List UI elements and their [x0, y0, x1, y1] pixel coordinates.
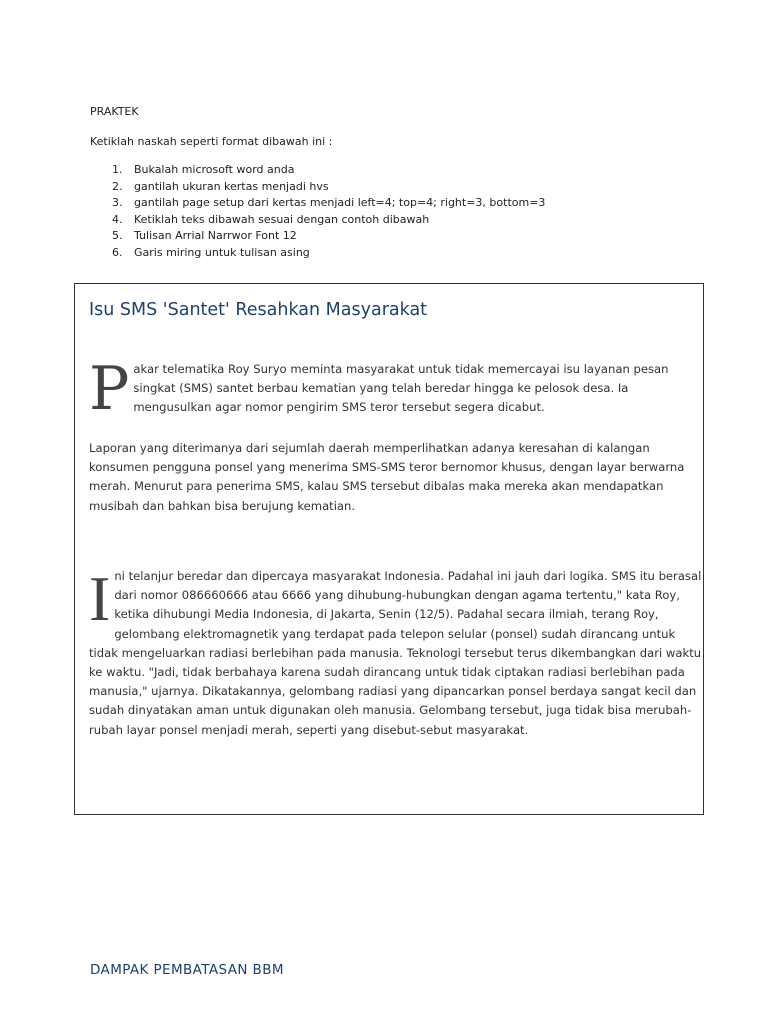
section-heading: DAMPAK PEMBATASAN BBM	[90, 962, 284, 978]
step-text: gantilah page setup dari kertas menjadi left=4; top=4; right=3, bottom=3	[134, 196, 546, 209]
step-text: Tulisan Arrial Narrwor Font 12	[134, 229, 297, 242]
steps-list	[90, 162, 710, 261]
step-number: 2.	[112, 179, 123, 193]
step-text: Garis miring untuk tulisan asing	[134, 245, 310, 259]
paragraph-text: ni telanjur beredar dan dipercaya masyarakat Indonesia. Padahal ini jauh dari logika. SMS itu berasal dari nomor 086660666 atau 6666 yang dihubung-hubungkan dengan agama tertentu," kata Roy, ketika dihubungi Media Indonesia, di Jakarta, Senin (12/5). Padahal secara ilmiah, terang Roy, gelombang elektromagnetik yang terdapat pada telepon selular (ponsel) sudah dirancang untuk tidak mengeluarkan radiasi berlebihan pada manusia. Teknologi tersebut terus dikembangkan dari waktu ke waktu. "Jadi, tidak berbahaya karena sudah dirancang untuk tidak ciptakan radiasi berlebihan pada manusia," ujarnya. Dikatakannya, gelombang radiasi yang dipancarkan ponsel berdaya sangat kecil dan sudah dinyatakan aman untuk digunakan oleh manusia. Gelombang tersebut, juga tidak bisa merubah-rubah layar ponsel menjadi merah, seperti yang disebut-sebut masyarakat.	[89, 569, 702, 737]
step-number: 1.	[112, 163, 123, 176]
article-paragraph-1	[89, 354, 704, 424]
list-item	[90, 162, 710, 179]
article-title: Isu SMS 'Santet' Resahkan Masyarakat	[89, 300, 428, 320]
drop-cap: P	[89, 354, 130, 424]
step-text: Ketiklah teks dibawah sesuai dengan contoh dibawah	[134, 212, 430, 226]
instruction-prompt: Ketiklah naskah seperti format dibawah ini :	[90, 135, 333, 148]
step-number: 3.	[112, 196, 123, 209]
step-number: 4.	[112, 212, 123, 226]
article-paragraph-3	[89, 563, 704, 740]
list-item	[90, 228, 710, 245]
paragraph-text: akar telematika Roy Suryo meminta masyarakat untuk tidak memercayai isu layanan pesan singkat (SMS) santet berbau kematian yang telah beredar hingga ke pelosok desa. Ia mengusulkan agar nomor pengirim SMS teror tersebut segera dicabut.	[133, 362, 669, 415]
step-number: 6.	[112, 245, 123, 259]
step-number: 5.	[112, 229, 123, 242]
list-item	[90, 245, 710, 262]
article-paragraph-2: Laporan yang diterimanya dari sejumlah daerah memperlihatkan adanya keresahan di kalangan konsumen pengguna ponsel yang menerima SMS-SMS teror bernomor khusus, dengan layar berwarna merah. Menurut para penerima SMS, kalau SMS tersebut dibalas maka mereka akan mendapatkan musibah dan bahkan bisa berujung kematian.	[89, 441, 685, 513]
step-text: Bukalah microsoft word anda	[134, 163, 295, 176]
article-box	[74, 283, 704, 815]
list-item	[90, 212, 710, 229]
list-item	[90, 195, 710, 212]
list-item	[90, 179, 710, 196]
step-text: gantilah ukuran kertas menjadi hvs	[134, 179, 329, 193]
section-label: PRAKTEK	[90, 105, 139, 118]
drop-cap: I	[89, 563, 111, 634]
instructions	[90, 104, 710, 261]
